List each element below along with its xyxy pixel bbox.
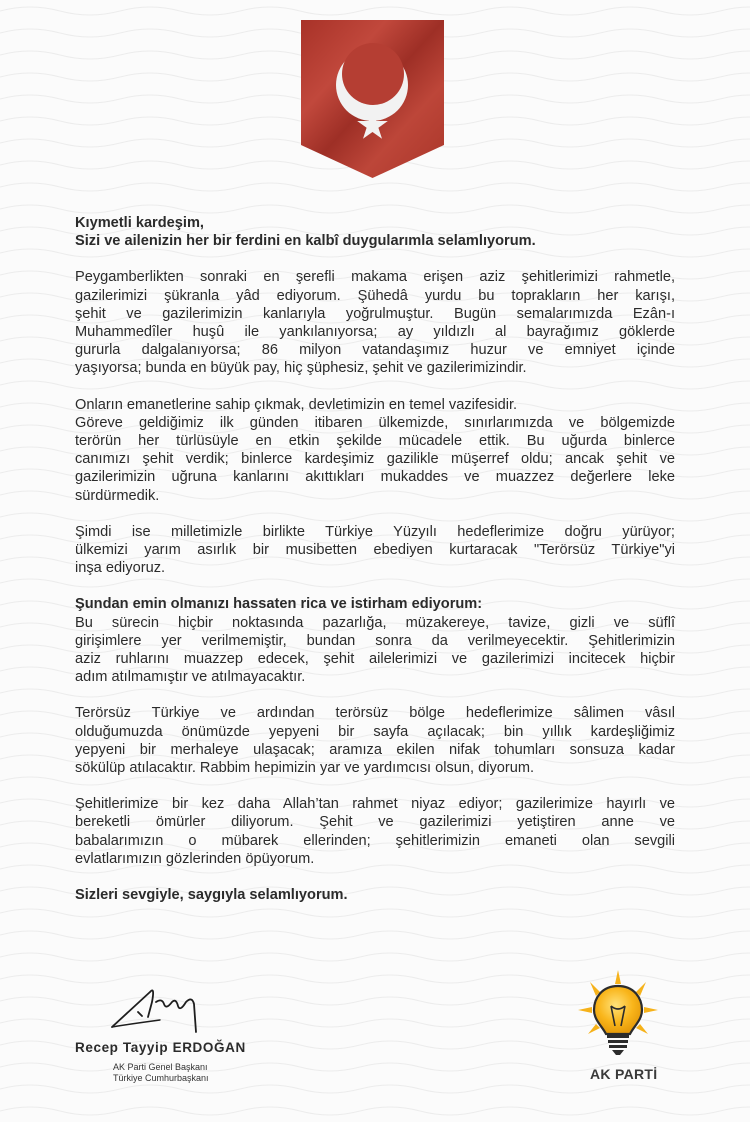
text-line: olduğumuzda önümüzde yepyeni bir sayfa açılacak; bin yıllık kardeşliğimiz xyxy=(75,723,675,740)
text-line: Onların emanetlerine sahip çıkmak, devletimizin en temel vazifesidir. xyxy=(75,396,518,413)
signatory-title: AK Parti Genel Başkanı xyxy=(113,1062,208,1072)
text-line: Terörsüz Türkiye ve ardından terörsüz bölge hedeflerimize sâlimen vâsıl xyxy=(75,705,675,722)
closing xyxy=(75,886,675,904)
text-line: inşa ediyoruz. xyxy=(75,560,166,577)
logo-text: AK PARTİ xyxy=(590,1066,658,1082)
paragraph xyxy=(75,523,675,578)
text-line: yaşıyorsa; bunda en büyük pay, hiç şüphesiz, şehit ve gazilerimizindir. xyxy=(75,360,527,377)
text-line: Muhammedîler huşû ile yankılanıyorsa; ay yıldızlı al bayrağımız göklerde xyxy=(75,324,675,341)
text-line: girişimlere yer verilmemiştir, bundan sonra da verilmeyecektir. Şehitlerimizin xyxy=(75,632,675,649)
text-line: sökülüp atılacaktır. Rabbim hepimizin yar ve yardımcısı olsun, diyorum. xyxy=(75,760,535,777)
text-line: Şehitlerimize bir kez daha Allah’tan rahmet niyaz ediyor; gazilerimize hayırlı ve xyxy=(75,796,675,813)
text-line: yepyeni bir merhaleye ulaşacak; aramıza ekilen nifak tohumları sonsuza kadar xyxy=(75,741,675,758)
greeting-line: Kıymetli kardeşim, xyxy=(75,215,204,231)
text-line: sürdürmedik. xyxy=(75,487,160,504)
paragraph xyxy=(75,595,675,686)
text-line: babalarımızın o mübarek ellerinden; şehitlerimizin emaneti olan sevgili xyxy=(75,832,675,849)
text-line: gururla dalgalanıyorsa; 86 milyon vatandaşımız huzur ve emniyet içinde xyxy=(75,342,675,359)
text-line: canımızı şehit verdik; binlerce kardeşimiz gazilikle müşerref oldu; ancak şehit ve xyxy=(75,451,675,468)
greeting-line: Sizi ve ailenizin her bir ferdini en kalbî duygularımla selamlıyorum. xyxy=(75,233,536,250)
paragraph-heading: Şundan emin olmanızı hassaten rica ve istirham ediyorum: xyxy=(75,596,483,613)
text-line: Peygamberlikten sonraki en şerefli makama erişen aziz şehitlerimizi rahmetle, xyxy=(75,269,675,286)
text-line: gazilerimizi şükranla yâd ediyorum. Şühedâ yurdu bu toprakların her karışı, xyxy=(75,287,675,304)
lightbulb-icon xyxy=(578,968,658,1063)
text-line: adım atılmamıştır ve atılmayacaktır. xyxy=(75,669,306,686)
greeting xyxy=(75,214,675,250)
text-line: aziz ruhlarını muazzep edecek, şehit ailelerimizi ve gazilerimizi incitecek hiçbir xyxy=(75,651,675,668)
paragraph xyxy=(75,704,675,777)
text-line: şehit ve gazilerimizin kanlarıyla yoğrulmuştur. Bugün semalarımızda Ezân-ı xyxy=(75,305,675,322)
signature-icon xyxy=(110,972,230,1037)
text-line: ülkemizi yarım asırlık bir musibetten ebediyen kurtaracak "Terörsüz Türkiye"yi xyxy=(75,542,675,559)
paragraph xyxy=(75,268,675,377)
text-line: bereketli ömürler diliyorum. Şehit ve gazilerimizi yetiştiren anne ve xyxy=(75,814,675,831)
text-line: Bu sürecin hiçbir noktasında pazarlığa, müzakereye, tavize, gizli ve süflî xyxy=(75,614,675,631)
signatory-name: Recep Tayyip ERDOĞAN xyxy=(75,1040,246,1055)
text-line: evlatlarımızın gözlerinden öpüyorum. xyxy=(75,850,315,867)
signatory-title: Türkiye Cumhurbaşkanı xyxy=(113,1073,209,1083)
letter-body xyxy=(75,214,675,922)
text-line: gazilerimizin uğruna kanlarını akıttıkları mukaddes ve muazzez değerlere leke xyxy=(75,469,675,486)
turkish-flag-banner xyxy=(301,20,444,178)
paragraph xyxy=(75,795,675,868)
text-line: Göreve geldiğimiz ilk günden itibaren ülkemizde, sınırlarımızda ve bölgemizde xyxy=(75,414,675,431)
text-line: terörün her türlüsüyle en etkin şekilde mücadele ettik. Bu uğurda binlerce xyxy=(75,433,675,450)
text-line: Şimdi ise milletimizle birlikte Türkiye Yüzyılı hedeflerimize doğru yürüyor; xyxy=(75,523,675,540)
signatory-titles xyxy=(113,1062,209,1084)
closing-line: Sizleri sevgiyle, saygıyla selamlıyorum. xyxy=(75,887,348,904)
paragraph xyxy=(75,396,675,505)
